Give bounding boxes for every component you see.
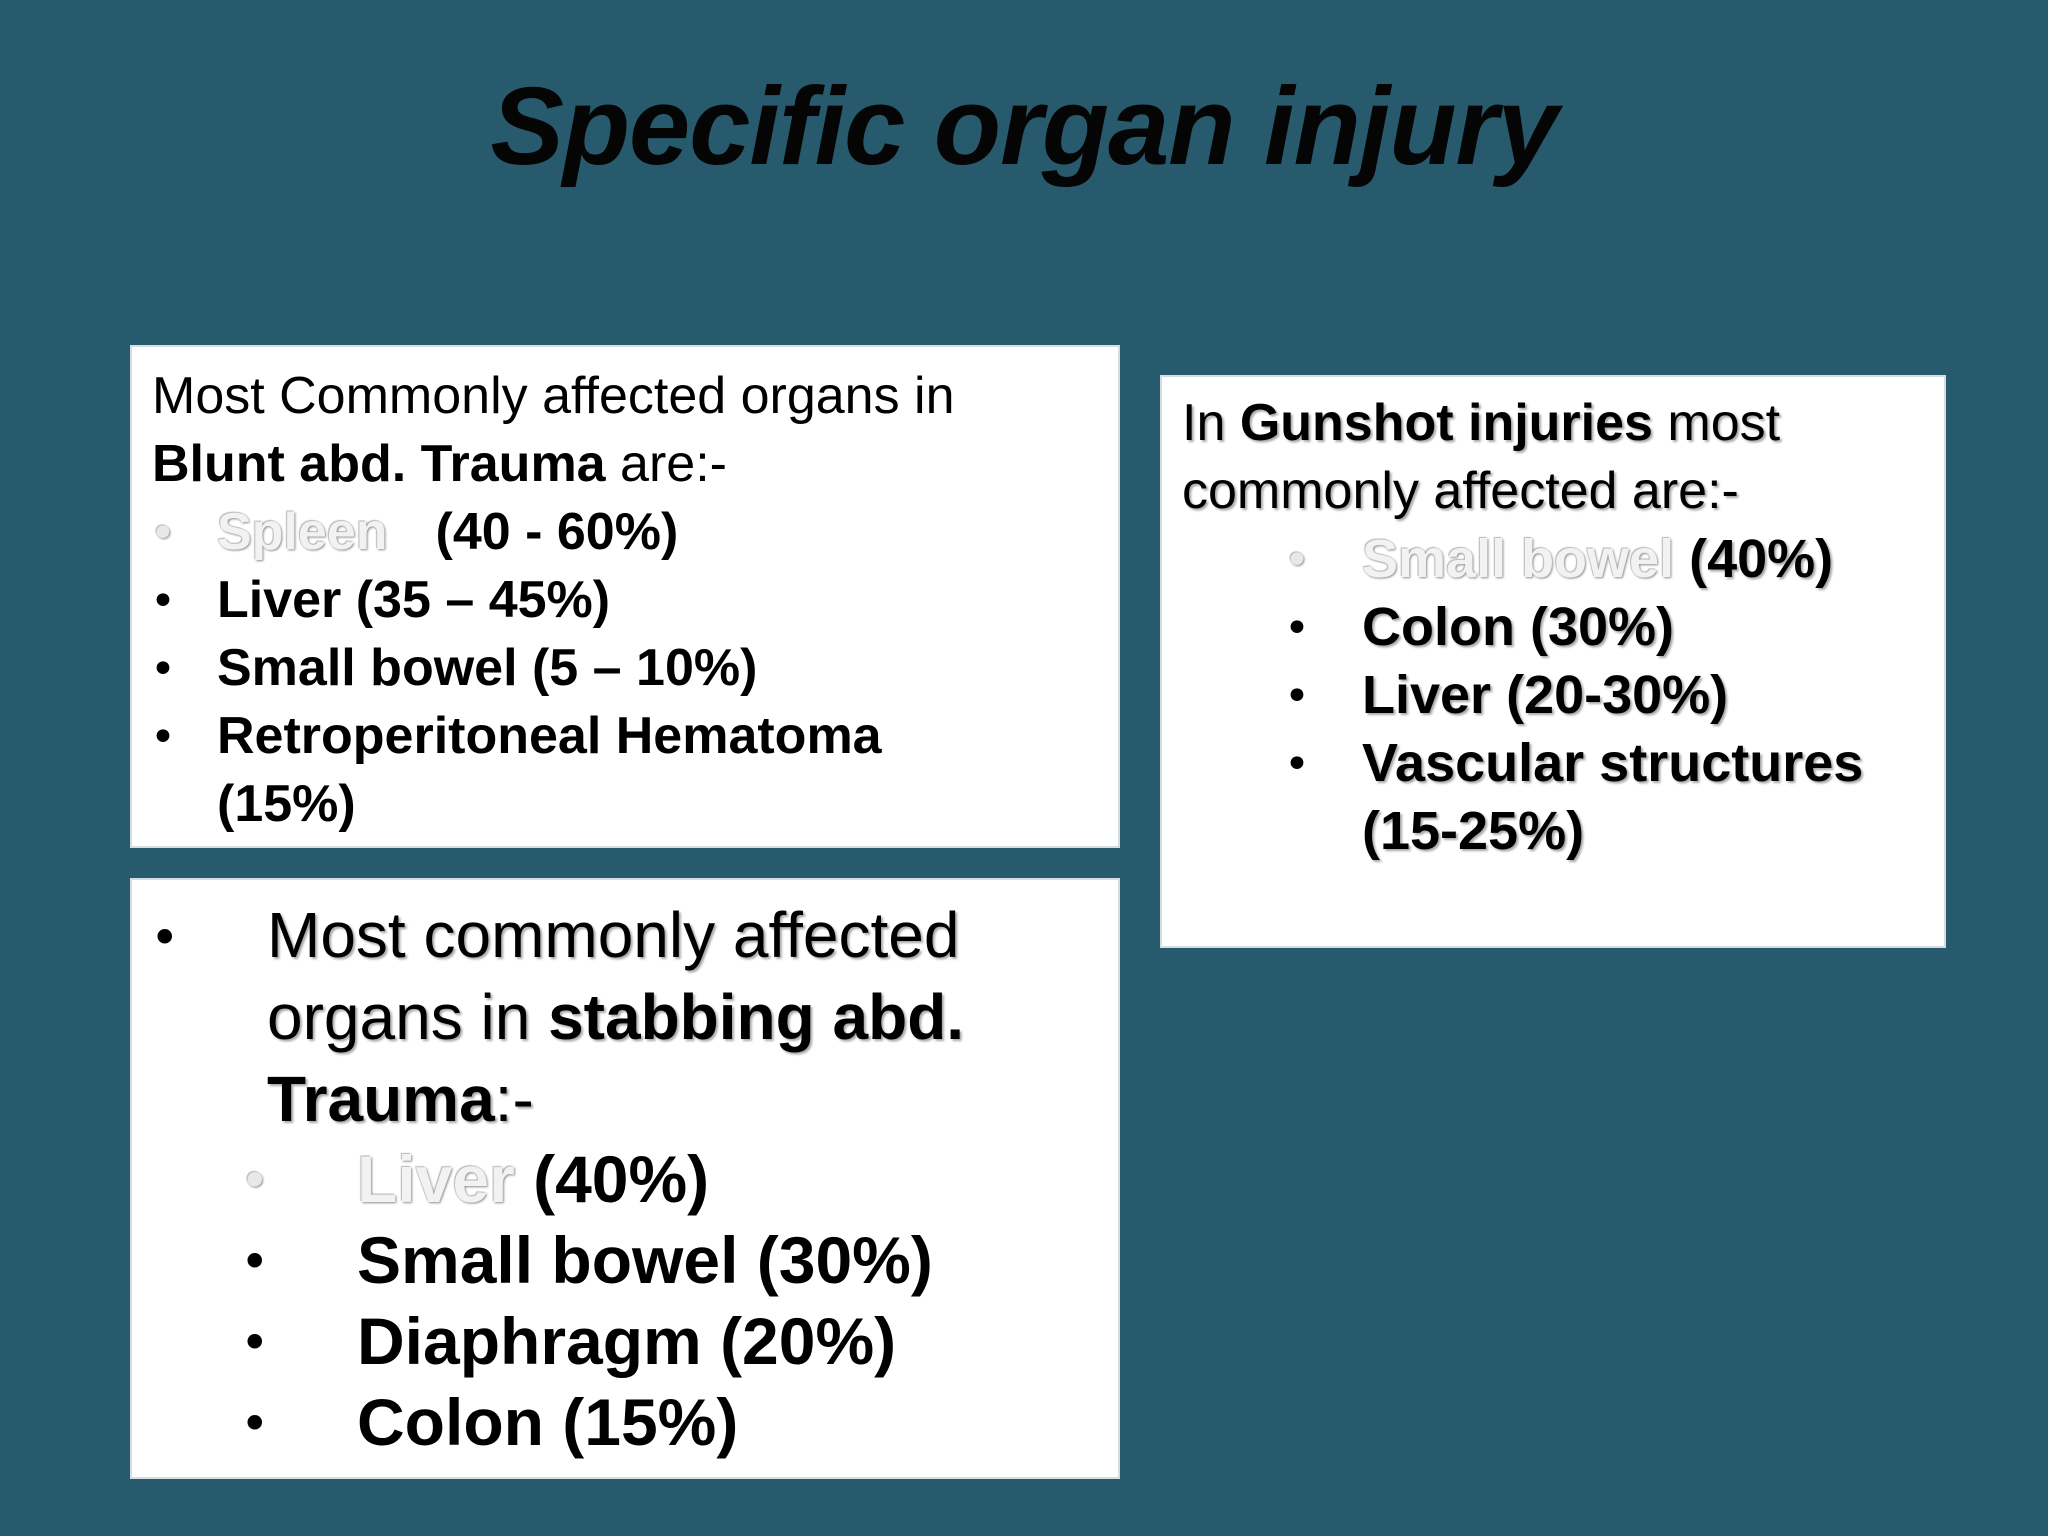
bullet-icon: • [150, 712, 176, 763]
gun-item-liver: Liver (20-30%) [1362, 665, 1729, 725]
bullet-icon: • [1284, 671, 1310, 722]
gun-item-small-bowel-pct: (40%) [1674, 529, 1834, 589]
blunt-intro-bold: Blunt abd. Trauma [152, 435, 606, 493]
gun-intro-post: most [1652, 394, 1781, 452]
stab-item-colon: Colon (15%) [357, 1385, 739, 1459]
blunt-item-spleen-name: Spleen [217, 503, 388, 561]
stab-item-small-bowel: Small bowel (30%) [357, 1223, 933, 1297]
bullet-icon: • [240, 1395, 270, 1453]
blunt-intro-line1: Most Commonly affected organs in [152, 367, 955, 425]
bullet-icon: • [1284, 535, 1310, 586]
bullet-icon: • [1284, 739, 1310, 790]
bullet-icon: • [150, 909, 180, 967]
blunt-item-retroperitoneal: Retroperitoneal Hematoma [217, 707, 882, 765]
stab-item-liver-name: Liver [357, 1142, 515, 1216]
blunt-intro-line2 [152, 430, 727, 498]
stab-item-liver-pct: (40%) [514, 1142, 710, 1216]
blunt-item-small-bowel: Small bowel (5 – 10%) [217, 639, 758, 697]
blunt-item-retroperitoneal-pct: (15%) [217, 775, 356, 833]
gun-item-small-bowel-name: Small bowel [1362, 529, 1675, 589]
bullet-icon: • [150, 576, 176, 627]
gun-intro-bold: Gunshot injuries [1239, 394, 1653, 452]
gun-intro-line1 [1182, 389, 1780, 457]
bullet-icon: • [240, 1233, 270, 1291]
stab-item-diaphragm: Diaphragm (20%) [357, 1304, 897, 1378]
bullet-icon: • [240, 1314, 270, 1372]
blunt-item-liver: Liver (35 – 45%) [217, 571, 611, 629]
stab-intro-plain: organs in [267, 981, 549, 1053]
gun-item-small-bowel [1362, 525, 1833, 593]
blunt-item-spleen [217, 498, 678, 566]
slide-title: Specific organ injury [490, 65, 1558, 188]
stab-intro-bold: stabbing abd. [548, 981, 965, 1053]
bullet-icon: • [240, 1152, 270, 1210]
stab-item-liver [357, 1138, 709, 1220]
gun-intro-line2: commonly affected are:- [1182, 462, 1739, 520]
gunshot-injuries-box [1160, 375, 1946, 948]
gun-item-vascular-pct: (15-25%) [1362, 801, 1585, 861]
blunt-intro-tail: are:- [605, 435, 727, 493]
stab-intro-line2 [267, 976, 964, 1058]
stab-intro-trauma: Trauma [267, 1063, 495, 1135]
bullet-icon: • [1284, 603, 1310, 654]
blunt-item-spleen-pct: (40 - 60%) [435, 503, 679, 561]
gun-item-colon: Colon (30%) [1362, 597, 1675, 657]
gun-intro-pre: In [1182, 394, 1240, 452]
bullet-icon: • [150, 644, 176, 695]
stab-intro-line1: Most commonly affected [267, 899, 960, 971]
stabbing-trauma-box [130, 878, 1120, 1479]
blunt-trauma-box [130, 345, 1120, 848]
stab-intro-line3 [267, 1058, 534, 1140]
bullet-icon: • [150, 508, 176, 559]
gun-item-vascular: Vascular structures [1362, 733, 1864, 793]
stab-intro-tail: :- [494, 1063, 534, 1135]
